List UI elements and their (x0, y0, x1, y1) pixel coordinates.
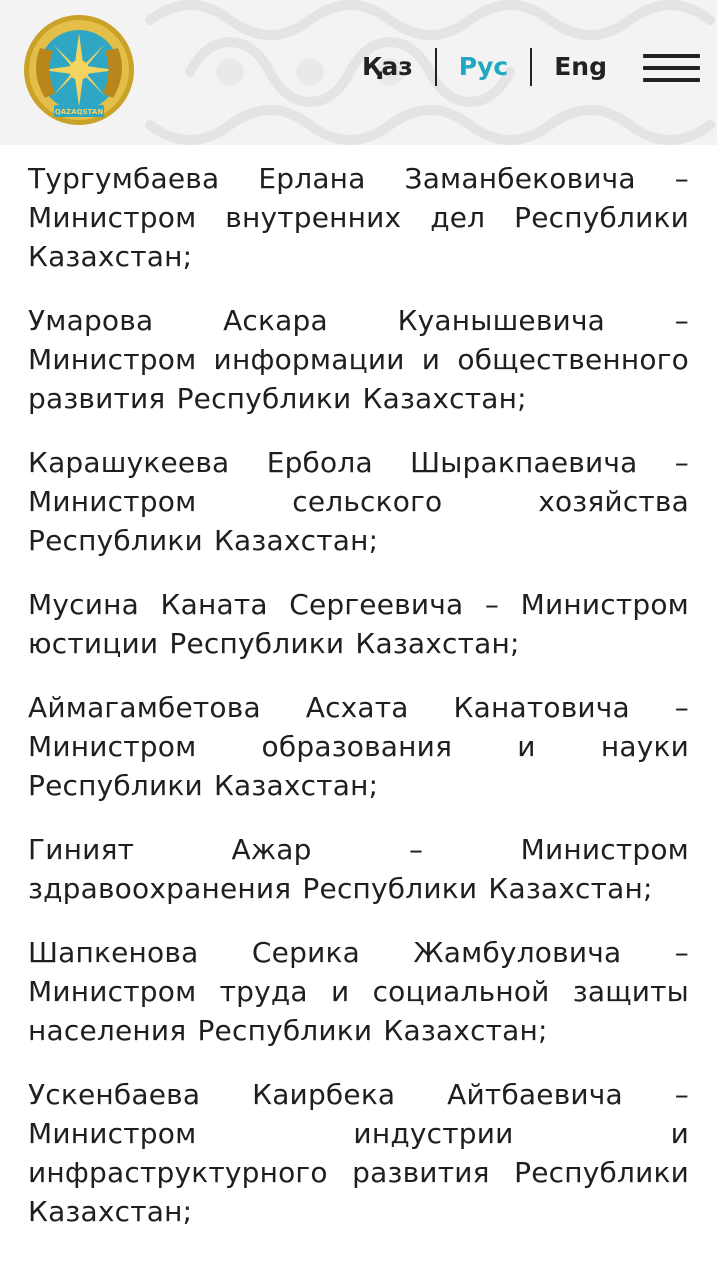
appointment-paragraph: Гиният Ажар – Министром здравоохранения Республики Казахстан; (28, 833, 689, 905)
appointment-paragraph: Мусина Каната Сергеевича – Министром юстиции Республики Казахстан; (28, 588, 689, 660)
lang-rus-link[interactable]: Рус (458, 52, 509, 81)
hamburger-menu-icon[interactable] (643, 54, 700, 82)
article-content (0, 145, 717, 1231)
appointment-paragraph: Шапкенова Серика Жамбуловича – Министром труда и социальной защиты населения Республики Казахстан; (28, 936, 689, 1047)
appointment-paragraph: Умарова Аскара Куанышевича – Министром информации и общественного развития Республики Казахстан; (28, 304, 689, 415)
site-header (0, 0, 717, 145)
emblem-text: QAZAQSTAN (54, 108, 104, 116)
lang-kaz-link[interactable]: Қаз (362, 52, 413, 81)
language-switcher (340, 46, 629, 88)
appointment-paragraph: Ускенбаева Каирбека Айтбаевича – Министром индустрии и инфраструктурного развития Республики Казахстан; (28, 1078, 689, 1228)
lang-eng-link[interactable]: Eng (554, 52, 608, 81)
appointment-paragraph: Карашукеева Ербола Шыракпаевича – Министром сельского хозяйства Республики Казахстан; (28, 446, 689, 557)
appointment-paragraph: Аймагамбетова Асхата Канатовича – Министром образования и науки Республики Казахстан; (28, 691, 689, 802)
kazakhstan-emblem-icon[interactable] (22, 13, 136, 127)
appointment-paragraph: Тургумбаева Ерлана Заманбековича – Министром внутренних дел Республики Казахстан; (28, 162, 689, 273)
